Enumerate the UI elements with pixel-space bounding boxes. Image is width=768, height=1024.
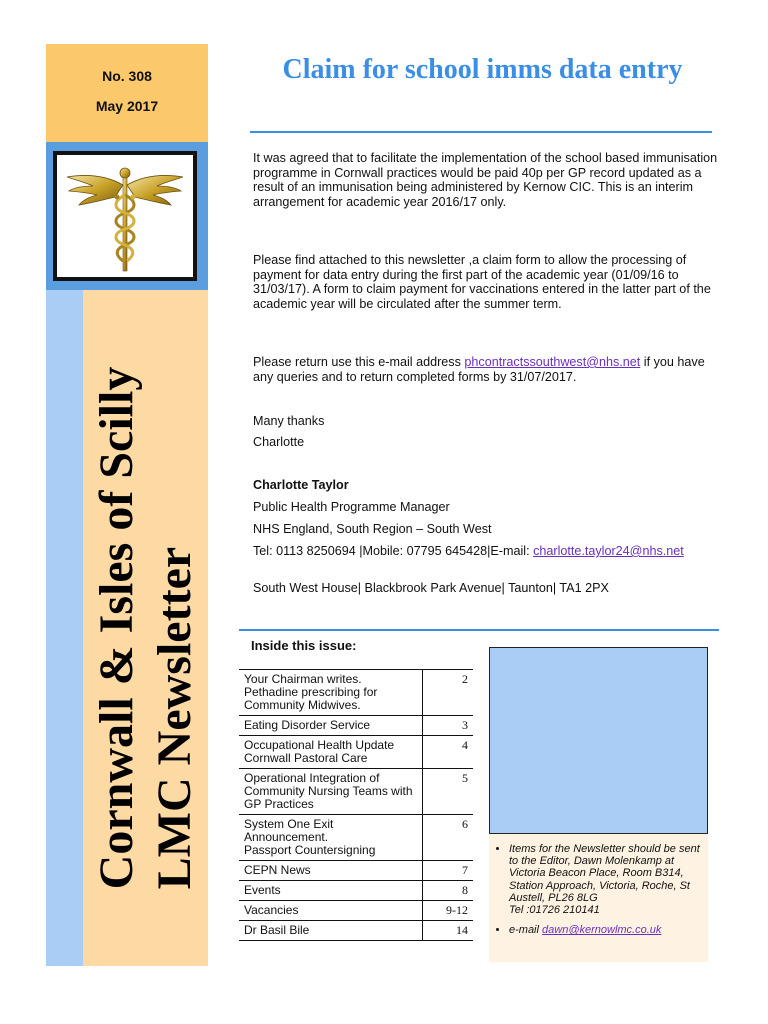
caduceus-icon bbox=[57, 155, 193, 277]
contents-item-title: Events bbox=[239, 881, 423, 901]
article-paragraph-2: Please find attached to this newsletter ,a claim form to allow the processing of payment for data entry during the first part of the academic year (01/09/16 to 31/03/17). A form to claim payment for vaccinations entered in the latter part of the academic year will be circulated after the summer term. bbox=[253, 253, 711, 311]
contents-item-page: 14 bbox=[423, 921, 474, 941]
article-headline: Claim for school imms data entry bbox=[282, 54, 683, 85]
contents-item-title: System One Exit Announcement. Passport Countersigning bbox=[239, 815, 423, 861]
issue-number: No. 308 bbox=[102, 68, 152, 84]
editor-info-box bbox=[489, 834, 708, 962]
contents-item-title: Vacancies bbox=[239, 901, 423, 921]
sidebar-blue-strip bbox=[46, 290, 83, 966]
author-address: South West House| Blackbrook Park Avenue| Taunton| TA1 2PX bbox=[253, 581, 609, 595]
author-role: Public Health Programme Manager bbox=[253, 500, 450, 514]
contracts-email-link[interactable]: phcontractssouthwest@nhs.net bbox=[464, 355, 641, 369]
closing-thanks: Many thanks bbox=[253, 414, 325, 428]
contents-row bbox=[239, 815, 473, 861]
contents-item-page: 2 bbox=[423, 670, 474, 716]
contents-item-page: 4 bbox=[423, 736, 474, 769]
contents-item-title: Your Chairman writes. Pethadine prescribing for Community Midwives. bbox=[239, 670, 423, 716]
contents-item-page: 7 bbox=[423, 861, 474, 881]
issue-box bbox=[46, 44, 208, 142]
article-paragraph-3 bbox=[253, 355, 721, 384]
paragraph-3-text-before: Please return use this e-mail address bbox=[253, 355, 465, 369]
contents-row bbox=[239, 716, 473, 736]
author-organisation: NHS England, South Region – South West bbox=[253, 522, 492, 536]
contents-row bbox=[239, 670, 473, 716]
editor-email-link[interactable]: dawn@kernowlmc.co.uk bbox=[542, 924, 662, 937]
contents-divider bbox=[239, 629, 719, 631]
logo-box bbox=[53, 151, 197, 281]
contents-item-title: Operational Integration of Community Nursing Teams with GP Practices bbox=[239, 769, 423, 815]
headline-divider bbox=[250, 131, 712, 133]
contents-item-page: 9-12 bbox=[423, 901, 474, 921]
editor-info-item bbox=[509, 843, 708, 916]
logo-frame bbox=[46, 142, 208, 290]
sidebar-title-strip bbox=[83, 290, 208, 966]
contents-item-title: CEPN News bbox=[239, 861, 423, 881]
newsletter-title-line1: Cornwall & Isles of Scilly bbox=[89, 366, 143, 890]
editor-email-item bbox=[509, 924, 708, 936]
blank-feature-box bbox=[489, 647, 708, 834]
contents-row bbox=[239, 861, 473, 881]
contents-item-page: 5 bbox=[423, 769, 474, 815]
contents-row bbox=[239, 769, 473, 815]
contents-item-title: Eating Disorder Service bbox=[239, 716, 423, 736]
contents-row bbox=[239, 901, 473, 921]
closing-signoff: Charlotte bbox=[253, 435, 305, 449]
contents-heading: Inside this issue: bbox=[251, 638, 357, 653]
newsletter-title bbox=[88, 367, 204, 890]
contents-item-title: Occupational Health Update Cornwall Pastoral Care bbox=[239, 736, 423, 769]
contents-item-page: 3 bbox=[423, 716, 474, 736]
contents-item-page: 8 bbox=[423, 881, 474, 901]
author-name: Charlotte Taylor bbox=[253, 478, 349, 492]
contents-row bbox=[239, 881, 473, 901]
editor-info-text: Items for the Newsletter should be sent to the Editor, Dawn Molenkamp at Victoria Beacon Place, Room B314, Station Approach, Victoria, Roche, St Austell, PL26 8LG Tel :01726 210141 bbox=[509, 843, 700, 917]
contents-row bbox=[239, 921, 473, 941]
editor-email-prefix: e-mail bbox=[509, 924, 543, 937]
author-phone: Tel: 0113 8250694 |Mobile: 07795 645428|E-mail: bbox=[253, 544, 534, 558]
author-contact bbox=[253, 544, 721, 559]
author-email-link[interactable]: charlotte.taylor24@nhs.net bbox=[533, 544, 684, 558]
newsletter-title-line2: LMC Newsletter bbox=[147, 546, 201, 890]
article-paragraph-1: It was agreed that to facilitate the implementation of the school based immunisation programme in Cornwall practices would be paid 40p per GP record updated as a result of an immunisation being administered by Kernow CIC. This is an interim arrangement for academic year 2016/17 only. bbox=[253, 151, 718, 209]
contents-item-page: 6 bbox=[423, 815, 474, 861]
contents-row bbox=[239, 736, 473, 769]
contents-item-title: Dr Basil Bile bbox=[239, 921, 423, 941]
issue-date: May 2017 bbox=[95, 98, 159, 114]
paragraph-3-text-after: if you have any queries and to return completed forms by 31/07/2017. bbox=[253, 355, 705, 384]
contents-table bbox=[239, 669, 473, 941]
